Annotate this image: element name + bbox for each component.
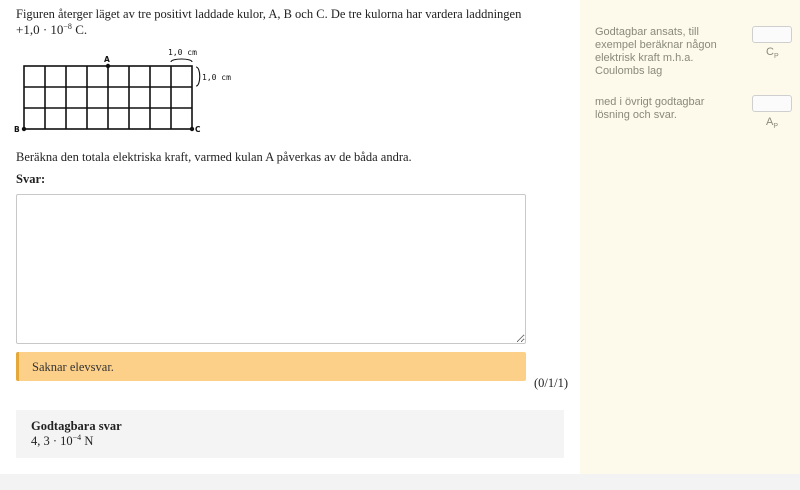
criterion-score-input-cp[interactable] bbox=[752, 26, 792, 43]
charge-b-label: B bbox=[14, 125, 20, 134]
charge-a-dot bbox=[106, 64, 110, 68]
answer-label: Svar: bbox=[16, 172, 46, 186]
accepted-answer-title: Godtagbara svar bbox=[31, 419, 122, 433]
problem-intro bbox=[16, 6, 556, 38]
question-text: Beräkna den totala elektriska kraft, varmed kulan A påverkas av de båda andra. bbox=[16, 150, 412, 164]
grid-lines bbox=[24, 66, 192, 129]
horizontal-dimension-brace bbox=[171, 59, 192, 62]
charge-grid-figure bbox=[14, 44, 254, 140]
charge-c-label: C bbox=[195, 125, 201, 134]
dim-vertical-label: 1,0 cm bbox=[202, 73, 231, 82]
charge-b-dot bbox=[22, 127, 26, 131]
criterion-score-input-ap[interactable] bbox=[752, 95, 792, 112]
score-text: (0/1/1) bbox=[534, 376, 569, 390]
answer-textarea[interactable] bbox=[16, 194, 526, 344]
charge-unit: C. bbox=[71, 22, 88, 37]
criterion-label-cp bbox=[766, 46, 779, 60]
charge-a-label: A bbox=[104, 55, 110, 64]
intro-text: Figuren återger läget av tre positivt laddade kulor, A, B och C. De tre kulorna har vardera laddningen bbox=[16, 7, 522, 21]
criterion-sub-cp: P bbox=[773, 53, 779, 61]
missing-answer-alert bbox=[16, 352, 526, 381]
dim-horizontal-label: 1,0 cm bbox=[168, 48, 197, 57]
charge-exponent: −8 bbox=[63, 22, 72, 31]
charge-c-dot bbox=[190, 127, 194, 131]
accepted-answer-exponent: −4 bbox=[72, 433, 82, 442]
charge-base: +1,0 · 10 bbox=[16, 22, 64, 37]
accepted-answer-value bbox=[31, 434, 93, 449]
footer-strip bbox=[0, 474, 800, 490]
criterion-letter-cp: C bbox=[766, 46, 774, 58]
criterion-text-ap: med i övrigt godtagbar lösning och svar. bbox=[595, 96, 705, 121]
missing-answer-text: Saknar elevsvar. bbox=[32, 360, 114, 374]
accepted-answer-unit: N bbox=[81, 434, 94, 448]
charge-value bbox=[16, 22, 87, 37]
criterion-text-cp: Godtagbar ansats, till exempel beräknar någon elektrisk kraft m.h.a. Coulombs lag bbox=[595, 26, 717, 77]
accepted-answer-base: 4, 3 · 10 bbox=[31, 434, 73, 448]
criterion-letter-ap: A bbox=[766, 116, 774, 128]
criterion-label-ap bbox=[766, 116, 778, 130]
vertical-dimension-brace bbox=[196, 67, 200, 86]
accepted-answer-panel bbox=[16, 410, 564, 458]
criterion-sub-ap: P bbox=[773, 123, 779, 131]
